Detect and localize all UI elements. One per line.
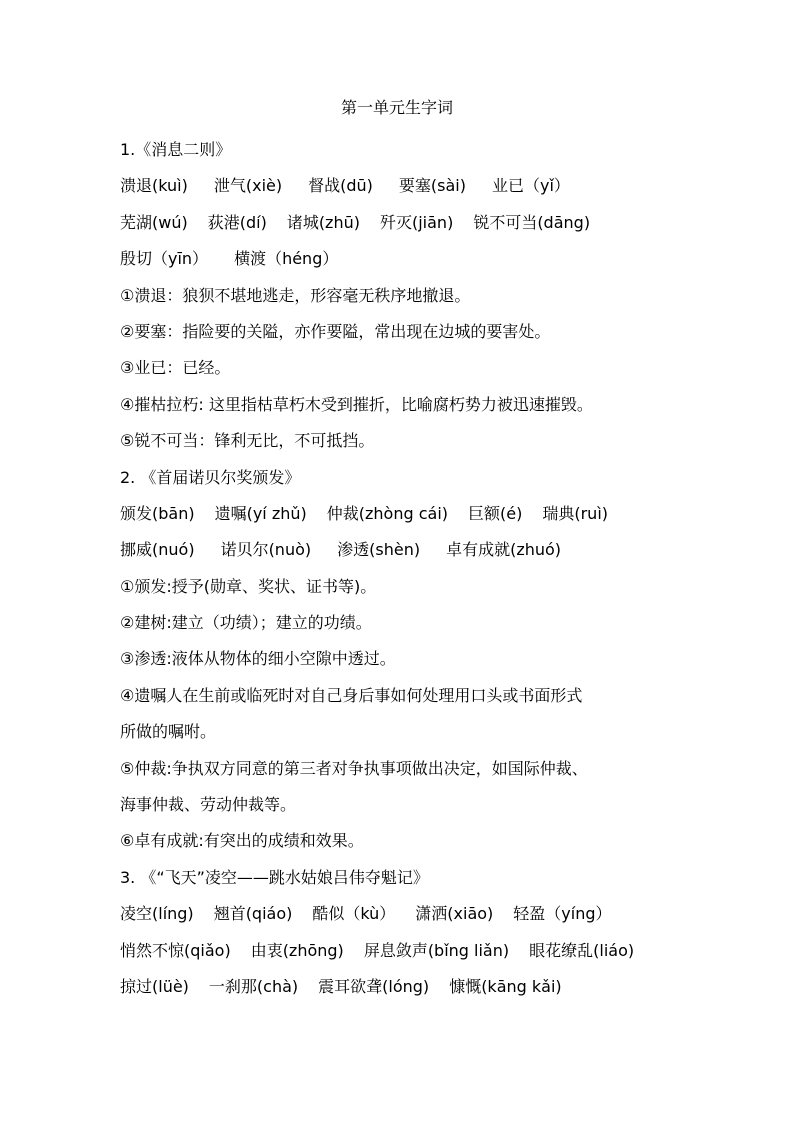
definition-line: ④摧枯拉朽: 这里指枯草朽木受到摧折，比喻腐朽势力被迅速摧毁。 — [120, 394, 593, 414]
vocab-word: 要塞(sài) — [398, 176, 466, 196]
definition-line: ①颁发:授予(勋章、奖状、证书等)。 — [120, 576, 377, 596]
definition-line: ②要塞：指险要的关隘，亦作要隘，常出现在边城的要害处。 — [120, 321, 551, 341]
vocab-word: 锐不可当(dāng) — [473, 212, 591, 232]
vocab-word: 荻港(dí) — [207, 212, 267, 232]
lesson-1-words-row-2 — [120, 205, 690, 241]
lesson-1-words-row-3 — [120, 241, 690, 277]
lesson-3-words-row-3 — [120, 969, 690, 1005]
vocab-word: 掠过(lüè) — [120, 976, 189, 996]
definition-line: ③渗透:液体从物体的细小空隙中透过。 — [120, 649, 396, 669]
definition-line: ③业已：已经。 — [120, 358, 231, 378]
lesson-2-heading: 2. 《首届诺贝尔奖颁发》 — [120, 467, 301, 487]
vocab-word: 仲裁(zhòng cái) — [326, 503, 449, 523]
vocab-word: 卓有成就(zhuó) — [446, 540, 562, 560]
vocab-word: 颁发(bān) — [120, 503, 195, 523]
definition-line: ⑥卓有成就:有突出的成绩和效果。 — [120, 831, 364, 851]
vocab-word: 慷慨(kāng kǎi) — [449, 976, 562, 996]
lesson-1-heading: 1.《消息二则》 — [120, 140, 232, 159]
definition-line: ⑤仲裁:争执双方同意的第三者对争执事项做出决定，如国际仲裁、 — [120, 758, 588, 778]
vocab-word: 泄气(xiè) — [213, 176, 283, 196]
vocab-word: 歼灭(jiān) — [379, 212, 454, 232]
definition-line: ①溃退：狼狈不堪地逃走，形容毫无秩序地撤退。 — [120, 285, 471, 305]
definition-line: 所做的嘱咐。 — [120, 722, 217, 742]
lesson-3-heading: 3. 《“飞天”凌空——跳水姑娘吕伟夺魁记》 — [120, 867, 429, 887]
vocab-word: 芜湖(wú) — [120, 212, 188, 232]
lesson-3-words-row-1 — [120, 896, 690, 932]
vocab-word: 诺贝尔(nuò) — [220, 540, 312, 560]
vocab-word: 眼花缭乱(liáo) — [529, 940, 635, 960]
vocab-word: 潇洒(xiāo) — [415, 904, 494, 924]
document-body — [120, 132, 690, 1005]
page-title: 第一单元生字词 — [340, 98, 453, 117]
lesson-1-words-row-1 — [120, 168, 690, 204]
definition-line: 海事仲裁、劳动仲裁等。 — [120, 795, 297, 815]
vocab-word: 瑞典(ruì) — [542, 503, 609, 523]
vocab-word: 震耳欲聋(lóng) — [318, 976, 430, 996]
vocab-word: 巨额(é) — [468, 503, 523, 523]
vocab-word: 督战(dū) — [308, 176, 373, 196]
vocab-word: 遗嘱(yí zhǔ) — [214, 503, 307, 523]
vocab-word: 酷似（kù） — [312, 904, 396, 924]
vocab-word: 挪威(nuó) — [120, 540, 195, 560]
lesson-3-words-row-2 — [120, 933, 690, 969]
definition-line: ⑤锐不可当：锋利无比，不可抵挡。 — [120, 431, 375, 451]
vocab-word: 横渡（héng） — [234, 249, 339, 269]
vocab-word: 一刹那(chà) — [208, 976, 299, 996]
definition-line: ④遗嘱人在生前或临死时对自己身后事如何处理用口头或书面形式 — [120, 685, 583, 705]
vocab-word: 溃退(kuì) — [120, 176, 188, 196]
vocab-word: 渗透(shèn) — [337, 540, 421, 560]
definition-line: ②建树:建立（功绩）；建立的功绩。 — [120, 613, 372, 633]
vocab-word: 屏息敛声(bǐng liǎn) — [363, 940, 510, 960]
lesson-2-words-row-2 — [120, 532, 690, 568]
vocab-word: 轻盈（yíng） — [513, 904, 612, 924]
vocab-word: 悄然不惊(qiǎo) — [120, 940, 231, 960]
vocab-word: 凌空(líng) — [120, 904, 194, 924]
vocab-word: 翘首(qiáo) — [213, 904, 293, 924]
vocab-word: 由衷(zhōng) — [250, 940, 344, 960]
lesson-2-words-row-1 — [120, 496, 690, 532]
vocab-word: 业已（yǐ） — [491, 176, 570, 196]
vocab-word: 诸城(zhū) — [286, 212, 360, 232]
vocab-word: 殷切（yīn） — [120, 249, 209, 269]
